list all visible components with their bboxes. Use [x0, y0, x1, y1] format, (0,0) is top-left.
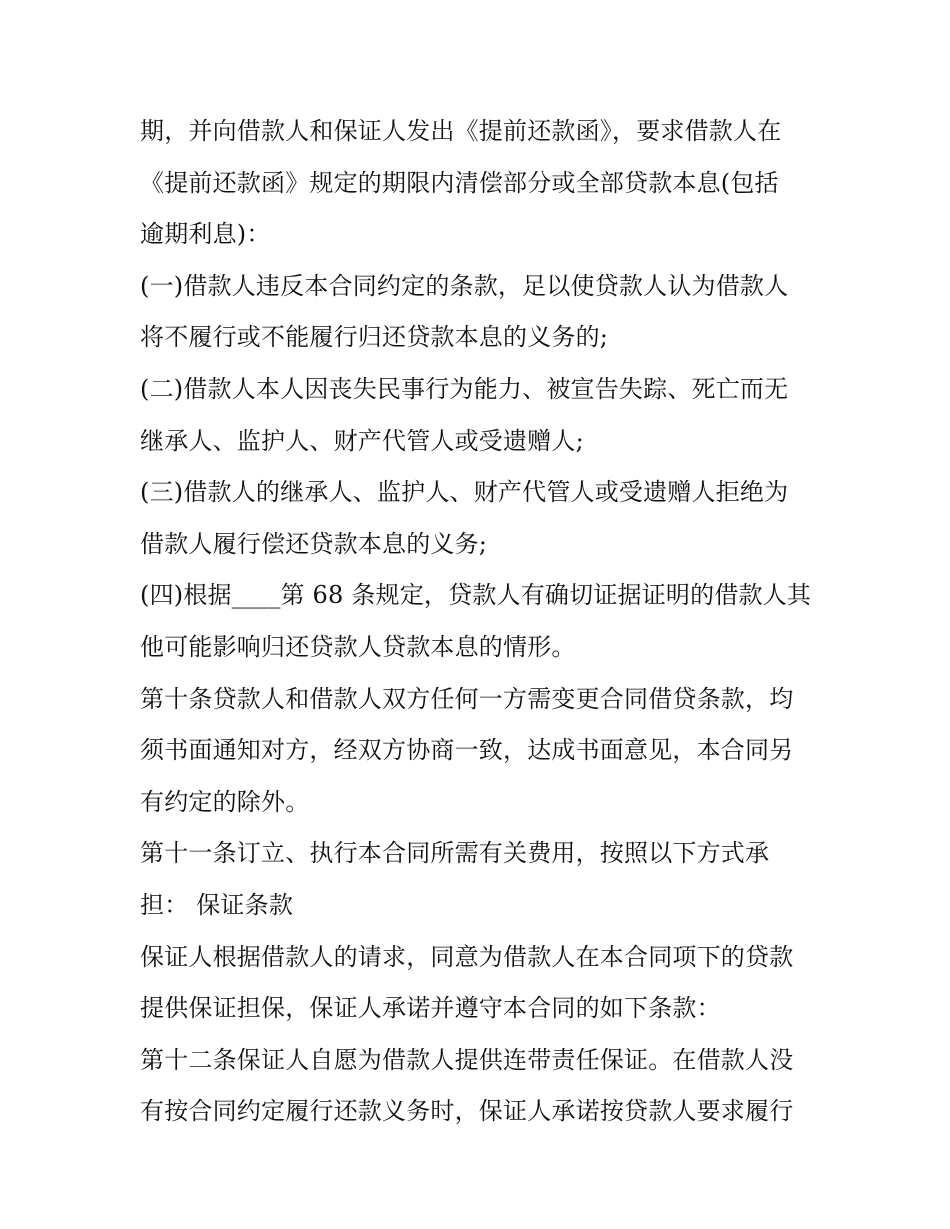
text-line: 有按合同约定履行还款义务时，保证人承诺按贷款人要求履行 [140, 1097, 794, 1126]
text-line: (一)借款人违反本合同约定的条款，足以使贷款人认为借款人 [140, 271, 789, 300]
text-line: (四)根据____第 68 条规定，贷款人有确切证据证明的借款人其 [140, 581, 812, 610]
text-line: 提供保证担保，保证人承诺并遵守本合同的如下条款： [140, 994, 721, 1023]
text-line: 第十条贷款人和借款人双方任何一方需变更合同借贷条款，均 [140, 684, 794, 713]
text-line: 担： 保证条款 [140, 890, 294, 919]
text-line: 将不履行或不能履行归还贷款本息的义务的; [140, 323, 609, 352]
text-line: 他可能影响归还贷款人贷款本息的情形。 [140, 632, 576, 661]
text-line: 期，并向借款人和保证人发出《提前还款函》，要求借款人在 [140, 117, 782, 145]
text-line: 借款人履行偿还贷款本息的义务; [140, 529, 488, 558]
text-line: (三)借款人的继承人、监护人、财产代管人或受遗赠人拒绝为 [140, 478, 789, 507]
text-line: 须书面通知对方，经双方协商一致，达成书面意见，本合同另 [140, 736, 794, 765]
text-line: 有约定的除外。 [140, 787, 310, 816]
text-line: 逾期利息)： [140, 220, 271, 249]
text-line: 第十二条保证人自愿为借款人提供连带责任保证。在借款人没 [140, 1045, 794, 1074]
text-line: 《提前还款函》规定的期限内清偿部分或全部贷款本息(包括 [140, 168, 779, 197]
text-line: 保证人根据借款人的请求，同意为借款人在本合同项下的贷款 [140, 942, 794, 971]
contract-text [140, 106, 830, 1138]
text-line: (二)借款人本人因丧失民事行为能力、被宣告失踪、死亡而无 [140, 374, 789, 403]
text-line: 第十一条订立、执行本合同所需有关费用，按照以下方式承 [140, 839, 770, 868]
text-line: 继承人、监护人、财产代管人或受遗赠人; [140, 426, 584, 455]
